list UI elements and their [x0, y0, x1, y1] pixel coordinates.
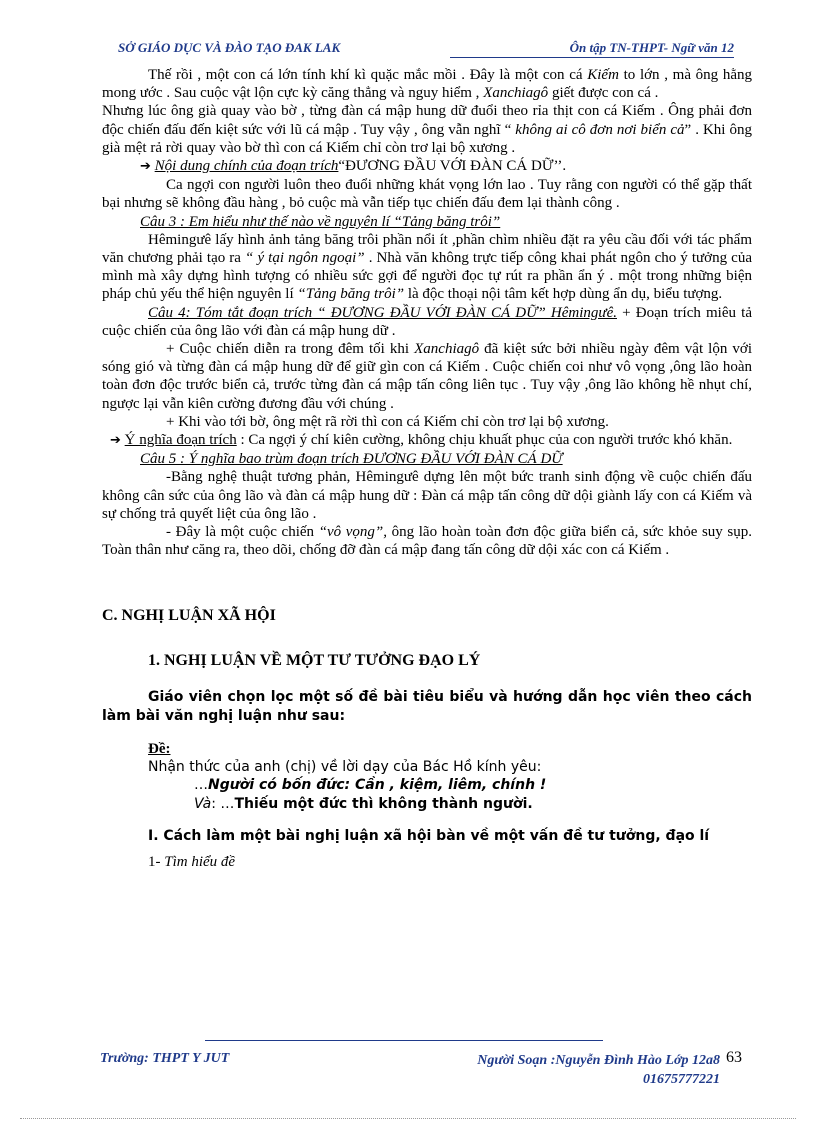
topic-text: Nhận thức của anh (chị) về lời dạy của Bác Hồ kính yêu: — [148, 759, 542, 776]
text: đã kiệt sức bởi nhiều ngày đêm vật lộn với sóng gió và từng đàn cá mập hung dữ để giữ gìn con cá Kiếm . Cuộc chiến coi như vô vọng ,ông lão hoàn toàn đơn độc trước biển cả, trước từng đàn cá mập tấn công liên tục . Tuy vậy ,ông lão không hề nhụt chí, ngược lại vẫn kiên cường đương đầu với chúng . — [102, 341, 753, 412]
text: - Đây là một cuộc chiến — [166, 524, 319, 541]
text: + Cuộc chiến diễn ra trong đêm tối khi — [166, 341, 415, 358]
heading-method: I. Cách làm một bài nghị luận xã hội bàn về một vấn đề tư tưởng, đạo lí — [148, 827, 710, 844]
text: là độc thoại nội tâm kết hợp dùng ẩn dụ, biểu tượng. — [404, 286, 723, 303]
paragraph-question-3 — [102, 231, 752, 304]
paragraph-question-5-b — [102, 523, 752, 559]
meaning-paragraph — [102, 431, 752, 450]
topic-block — [102, 740, 752, 813]
text-italic: không ai cô đơn nơi biển cả — [515, 121, 685, 138]
text-italic: “vô vọng”, — [318, 524, 388, 541]
main-content-heading — [102, 157, 752, 176]
paragraph-question-4-end: + Khi vào tới bờ, ông mệt rã rời thì con cá Kiếm chỉ còn trơ lại bộ xương. — [166, 413, 609, 430]
text: … — [194, 777, 208, 794]
text: ông lão hoàn toàn đơn độc giữa biển cả, sức khỏe suy sụp. Toàn thân như căng ra, theo dõi, chống đỡ đàn cá mập đang tấn công dữ dội xác con cá Kiếm . — [102, 524, 753, 559]
footer-phone: 01675777221 — [643, 1072, 720, 1087]
question-3-title: Câu 3 : Em hiểu như thế nào về nguyên lí “Tảng băng trôi” — [140, 213, 501, 230]
text: giết được con cá . — [548, 85, 659, 102]
header-department: SỞ GIÁO DỤC VÀ ĐÀO TẠO ĐAK LAK — [118, 40, 341, 55]
main-content-label: Nội dung chính của đoạn trích — [154, 158, 339, 175]
paragraph-question-4 — [102, 304, 752, 340]
page-number: 63 — [726, 1049, 742, 1066]
text: : Ca ngợi ý chí kiên cường, không chịu khuất phục của con người trước khó khăn. — [236, 432, 733, 449]
footer-author — [438, 1051, 720, 1089]
paragraph-question-4-battle — [102, 340, 752, 413]
page-bottom-divider — [20, 1118, 796, 1119]
meaning-label: Ý nghĩa đoạn trích — [124, 432, 237, 449]
text: ” . Khi ông già mệt rả rời quay vào bờ thì con cá Kiếm chỉ còn trơ lại bộ xương . — [102, 121, 752, 156]
arrow-right-icon: ➔ — [140, 159, 151, 175]
text: : … — [211, 795, 235, 812]
section-c-heading: C. NGHỊ LUẬN XÃ HỘI — [102, 607, 276, 625]
quote-text: Thiếu một đức thì không thành người. — [234, 795, 533, 812]
section-1-heading: 1. NGHỊ LUẬN VỀ MỘT TƯ TƯỞNG ĐẠO LÝ — [148, 651, 481, 669]
excerpt-title: “ĐƯƠNG ĐẦU VỚI ĐÀN CÁ DỮ’’. — [338, 158, 567, 175]
paragraph-summary-1 — [102, 66, 752, 102]
quote-text: Người có bốn đức: Cần , kiệm, liêm, chính ! — [208, 777, 547, 794]
text: Thế rồi , một con cá lớn tính khí kì quặc mắc mồi . Đây là một con cá — [148, 67, 588, 83]
paragraph-main-content: Ca ngợi con người luôn theo đuổi những khát vọng lớn lao . Tuy rằng con người có thể gặp thất bại nhưng sẽ không đầu hàng , bỏ cuộc mà vẫn tiếp tục chiến đấu đem lại thành công . — [102, 177, 752, 212]
question-3-heading — [102, 213, 752, 231]
topic-quote-1 — [148, 776, 752, 794]
text: . Nhà văn không trực tiếp công khai phát ngôn cho ý tưởng của mình mà xây dựng hình tượng có nhiều sức gợi để người đọc tự rút ra phần ẩn ý . một trong những biện pháp chủ yếu thể hiện nguyên lí — [102, 250, 752, 303]
arrow-right-icon: ➔ — [110, 433, 121, 449]
step-title: Tìm hiểu đề — [164, 853, 236, 870]
footer-divider — [205, 1040, 603, 1041]
page-body — [102, 66, 752, 871]
footer-school: Trường: THPT Y JUT — [100, 1051, 230, 1066]
text-italic: “ ý tại ngôn ngoại” — [245, 250, 365, 267]
question-5-title: Câu 5 : Ý nghĩa bao trùm đoạn trích ĐƯƠNG ĐẦU VỚI ĐÀN CÁ DỮ — [140, 451, 563, 468]
text-italic: Kiếm — [587, 67, 619, 83]
paragraph-question-5-a: -Bằng nghệ thuật tương phản, Hêmingưê dựng lên một bức tranh sinh động về cuộc chiến đấu không cân sức của ông lão và đàn cá mập hung dữ : Đàn cá mập tấn công dữ dội giành lấy con cá Kiếm và sự chống trả quyết liệt của ông lão . — [102, 469, 752, 522]
heading-step-1 — [102, 853, 752, 871]
question-4-title: Câu 4: Tóm tắt đoạn trích “ ĐƯƠNG ĐẦU VỚI ĐÀN CÁ DỮ” Hêmingưê. — [148, 304, 617, 321]
page-header — [118, 36, 734, 58]
intro-paragraph: Giáo viên chọn lọc một số đề bài tiêu biểu và hướng dẫn học viên theo cách làm bài văn nghị luận như sau: — [102, 688, 752, 724]
text-italic: Xanchiagô — [414, 341, 480, 358]
text-italic: Xanchiagô — [483, 85, 549, 102]
text: Và — [194, 795, 212, 812]
footer-author-name: Người Soạn :Nguyễn Đình Hào Lớp 12a8 — [477, 1053, 720, 1068]
paragraph-summary-2 — [102, 102, 752, 157]
topic-quote-2 — [148, 795, 752, 813]
text: to lớn , mà ông hằng mong ước . Sau cuộc vật lộn cực kỳ căng thẳng và nguy hiểm , — [102, 67, 753, 102]
topic-label: Đề: — [148, 740, 171, 757]
text: Hêmingưê lấy hình ảnh tảng băng trôi phần nổi ít ,phần chìm nhiều đặt ra yêu cầu đối với tác phẩm văn chương phải tạo ra — [102, 231, 752, 267]
header-subject: Ôn tập TN-THPT- Ngữ văn 12 — [450, 40, 734, 58]
text: Nhưng lúc ông già quay vào bờ , từng đàn cá mập hung dữ đuổi theo rỉa thịt con cá Kiếm . Ông phải đơn độc chiến đấu đến kiệt sức với lũ cá mập . Tuy vậy , ông vẫn nghĩ “ — [102, 103, 752, 138]
text-italic: “Tảng băng trôi” — [297, 286, 405, 303]
text: + Đoạn trích miêu tả cuộc chiến của ông lão với đàn cá mập hung dữ . — [102, 304, 752, 339]
step-number: 1- — [148, 853, 165, 870]
question-5-heading — [102, 450, 752, 468]
